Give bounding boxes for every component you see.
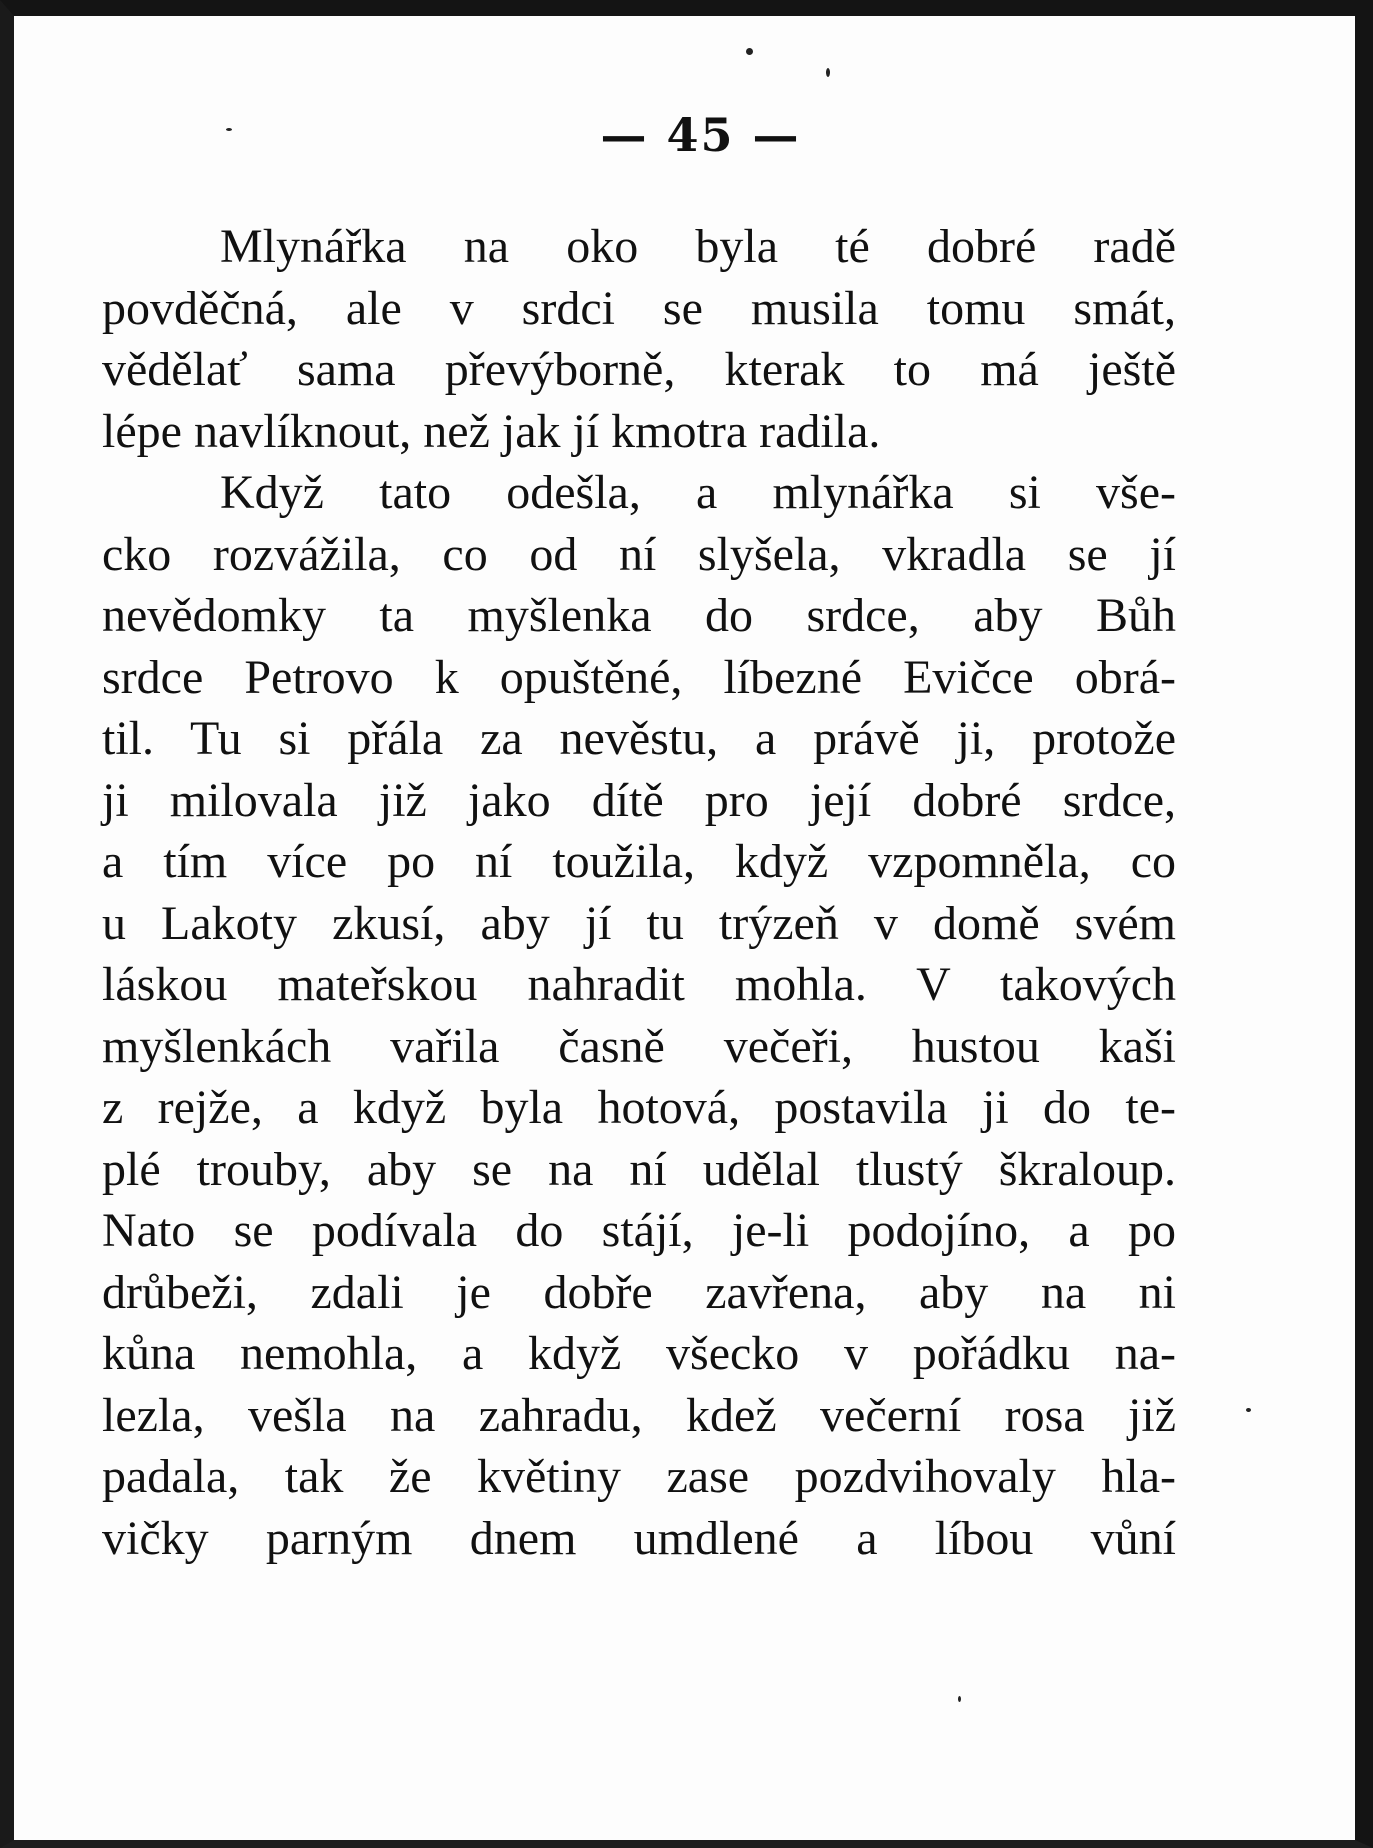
scan-speck — [746, 48, 753, 55]
text-line: plé trouby, aby se na ní udělal tlustý škraloup. — [102, 1142, 1176, 1196]
text-line: srdce Petrovo k opuštěné, líbezné Evičce obrá- — [102, 650, 1176, 704]
text-line: Mlynářka na oko byla té dobré radě — [220, 220, 1176, 273]
scan-speck — [226, 128, 232, 131]
text-line: a tím více po ní toužila, když vzpomněla, co — [102, 835, 1176, 888]
text-line: povděčná, ale v srdci se musila tomu smát, — [102, 281, 1176, 335]
text-line: drůbeži, zdali je dobře zavřena, aby na ni — [102, 1265, 1176, 1319]
body-text — [102, 216, 1176, 1569]
text-line: til. Tu si přála za nevěstu, a právě ji, protože — [102, 712, 1176, 765]
text-line: nevědomky ta myšlenka do srdce, aby Bůh — [102, 589, 1176, 642]
text-line: vědělať sama převýborně, kterak to má ještě — [102, 343, 1176, 396]
page-number: — 45 — — [600, 108, 801, 162]
text-line: u Lakoty zkusí, aby jí tu trýzeň v domě svém — [102, 896, 1176, 950]
scan-speck — [958, 1696, 961, 1702]
text-line: kůna nemohla, a když všecko v pořádku na- — [102, 1327, 1176, 1380]
text-line: myšlenkách vařila časně večeři, hustou kaši — [102, 1019, 1176, 1073]
text-line: lépe navlíknout, než jak jí kmotra radila. — [102, 404, 881, 458]
scan-speck — [1246, 1408, 1251, 1412]
text-line: ji milovala již jako dítě pro její dobré srdce, — [102, 773, 1176, 827]
text-line: cko rozvážila, co od ní slyšela, vkradla se jí — [102, 527, 1176, 581]
text-line: láskou mateřskou nahradit mohla. V takových — [102, 958, 1176, 1011]
text-line: z rejže, a když byla hotová, postavila ji do te- — [102, 1081, 1176, 1134]
scan-speck — [826, 68, 830, 77]
text-line: padala, tak že květiny zase pozdvihovaly hla- — [102, 1450, 1176, 1503]
text-line: Nato se podívala do stájí, je-li podojíno, a po — [102, 1204, 1176, 1257]
text-line: Když tato odešla, a mlynářka si vše- — [220, 466, 1176, 519]
text-line: vičky parným dnem umdlené a líbou vůní — [102, 1511, 1176, 1565]
text-line: lezla, vešla na zahradu, kdež večerní rosa již — [102, 1388, 1176, 1442]
